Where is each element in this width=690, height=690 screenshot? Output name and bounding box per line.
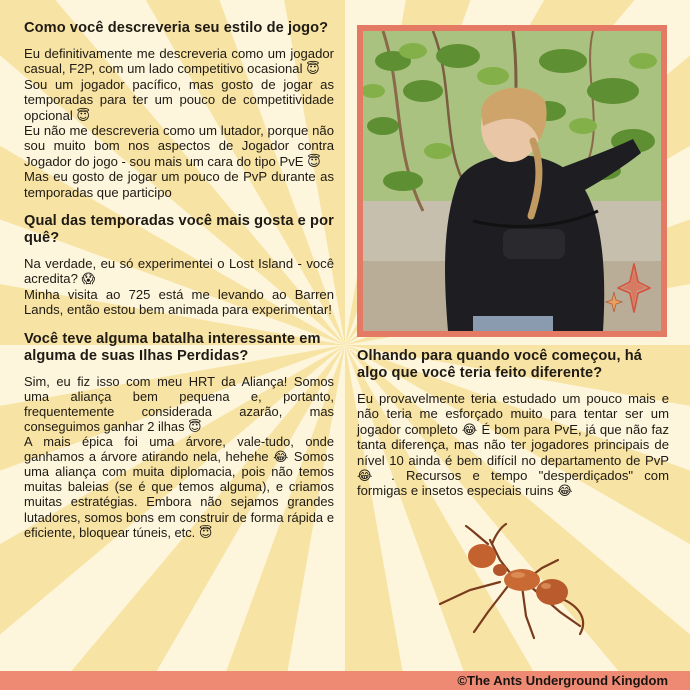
footer-credit: ©The Ants Underground Kingdom	[457, 673, 668, 688]
answer-do-differently: Eu provavelmente teria estudado um pouco mais e não teria me esforçado muito para tentar ser um jogador completo 😂 É bom para PvE, já que não faz tanta diferença, mas não ter jogadores principais de nível 10 ainda é bem difícil no departamento de PvP 😂 . Recursos e tempo "desperdiçados" com formigas e insetos especiais ruins 😂	[357, 391, 669, 499]
question-play-style: Como você descreveria seu estilo de jogo?	[24, 20, 329, 36]
footer-bar	[0, 671, 690, 690]
answer-interesting-battle: Sim, eu fiz isso com meu HRT da Aliança! Somos uma aliança bem pequena e, portanto, frequentemente considerada azarão, mas conseguimos ganhar 2 ilhas 😇 A mais épica foi uma árvore, vale-tudo, onde ganhamos a árvore atirando nela, hehehe 😂 Somos uma aliança com muita diplomacia, pois não temos muitas baleias (se é que temos alguma), e criamos muitas estratégias. Embora não sejamos grandes lutadores, somos bons em construir de forma rápida e eficiente, bloquear túneis, etc. 😇	[24, 373, 334, 540]
question-do-differently: Olhando para quando você começou, há algo que você teria feito diferente?	[357, 348, 642, 381]
right-column	[357, 348, 669, 512]
left-column	[24, 20, 334, 553]
ant-illustration	[430, 520, 610, 640]
answer-play-style: Eu definitivamente me descreveria como um jogador casual, F2P, com um lado competitivo ocasional 😇 Sou um jogador pacífico, mas gosto de jogar as temporadas para ter um pouco de competitividade opcional 😇 Eu não me descreveria como um lutador, porque não sou muito bom nos aspectos de Jogador contra Jogador do jogo - sou mais um cara do tipo PvE 😇 Mas eu gosto de jogar um pouco de PvP durante as temporadas que participo	[24, 46, 334, 200]
question-interesting-battle: Você teve alguma batalha interessante em alguma de suas Ilhas Perdidas?	[24, 330, 321, 364]
sparkle-icon	[604, 262, 652, 314]
answer-favorite-season: Na verdade, eu só experimentei o Lost Island - você acredita? 😱 Minha visita ao 725 está me levando ao Barren Lands, então estou bem animada para experimentar!	[24, 256, 334, 318]
question-favorite-season: Qual das temporadas você mais gosta e por quê?	[24, 213, 334, 247]
